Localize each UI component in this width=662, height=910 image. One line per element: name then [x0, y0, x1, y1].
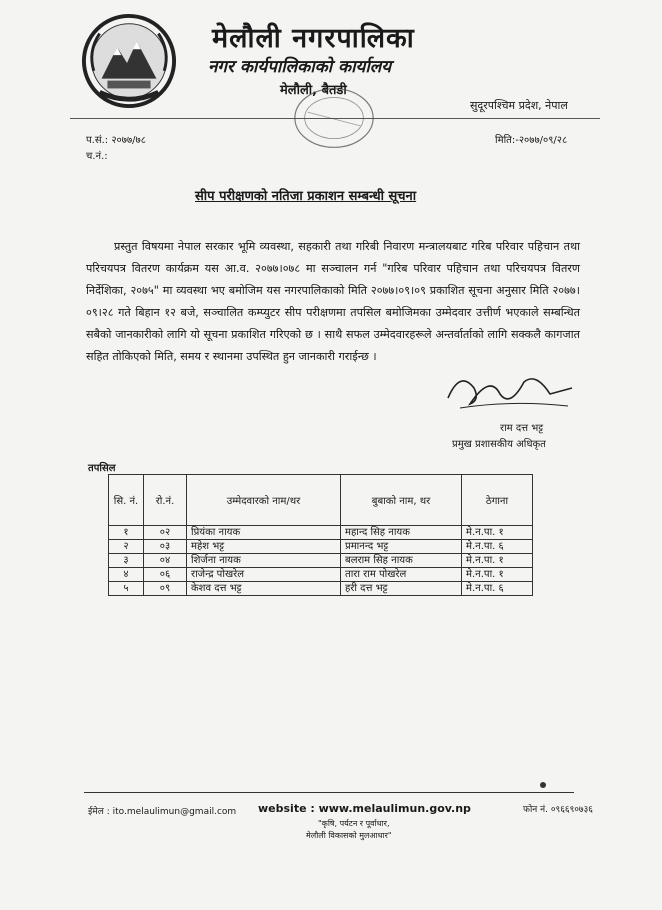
footer-phone: फोन नं. ०९६६९०७३६ [523, 805, 593, 815]
cell-candidate-name: राजेन्द्र पोखरेल [187, 568, 341, 582]
table-row [109, 568, 533, 582]
cell-father-name: महान्द सिह नायक [341, 526, 462, 540]
cell-address: मे.न.पा. १ [462, 554, 533, 568]
candidates-table [108, 474, 533, 596]
footer-divider [84, 792, 574, 793]
office-location: मेलौली, बैतडी [280, 83, 347, 98]
cell-address: मे.न.पा. ६ [462, 540, 533, 554]
notice-title: सीप परीक्षणको नतिजा प्रकाशन सम्बन्धी सूचना [195, 189, 417, 204]
table-row [109, 554, 533, 568]
cell-roll: ०६ [144, 568, 187, 582]
footer-website[interactable]: website : www.melaulimun.gov.np [258, 802, 471, 815]
cell-serial: १ [109, 526, 144, 540]
signatory-name: राम दत्त भट्ट [500, 423, 544, 434]
header-candidate-name: उम्मेदवारको नाम/थर [187, 475, 341, 526]
annex-label: तपसिल [88, 463, 116, 474]
cell-serial: २ [109, 540, 144, 554]
header-address: ठेगाना [462, 475, 533, 526]
cell-father-name: तारा राम पोखरेल [341, 568, 462, 582]
notice-body: प्रस्तुत विषयमा नेपाल सरकार भूमि व्यवस्था, सहकारी तथा गरिबी निवारण मन्त्रालयबाट गरिब परिवार पहिचान तथा परिचयपत्र वितरण कार्यक्रम यस आ.व. २०७७।०७८ मा सञ्चालन गर्न "गरिब परिवार पहिचान तथा परिचयपत्र वितरण निर्देशिका, २०७५" मा व्यवस्था भए बमोजिम यस नगरपालिकाको मिति २०७७।०९।०९ प्रकाशित सूचना अनुसार मिति २०७७।०९।२८ गते बिहान १२ बजे, सञ्चालित कम्प्युटर सीप परीक्षणमा तपसिल बमोजिमका उम्मेदवार उत्तीर्ण भएकाले सम्बन्धित सबैको जानकारीको लागि यो सूचना प्रकाशित गरिएको छ । साथै सफल उम्मेदवारहरूले अन्तर्वार्ताको लागि सक्कलै कागजात सहित तोकिएको मिति, समय र स्थानमा उपस्थित हुन जानकारी गराईन्छ । [86, 240, 580, 363]
footer-slogan-line2: मेलौली विकासको मुलआधार" [306, 831, 392, 840]
cell-address: मे.न.पा. ६ [462, 582, 533, 596]
office-subtitle: नगर कार्यपालिकाको कार्यालय [208, 57, 392, 77]
cell-father-name: हरी दत्त भट्ट [341, 582, 462, 596]
table-row [109, 540, 533, 554]
cell-roll: ०२ [144, 526, 187, 540]
header-father-name: बुबाको नाम, थर [341, 475, 462, 526]
cell-address: मे.न.पा. १ [462, 526, 533, 540]
cell-candidate-name: महेश भट्ट [187, 540, 341, 554]
reference-number: प.सं.: २०७७/७८ [86, 135, 146, 146]
cell-father-name: बलराम सिह नायक [341, 554, 462, 568]
table-header-row [109, 475, 533, 526]
nepal-emblem-icon [80, 12, 178, 110]
cell-serial: ४ [109, 568, 144, 582]
cell-candidate-name: शिर्जना नायक [187, 554, 341, 568]
cell-address: मे.न.पा. १ [462, 568, 533, 582]
signatory-title: प्रमुख प्रशासकीय अधिकृत [452, 439, 546, 450]
province-label: सुदूरपश्चिम प्रदेश, नेपाल [470, 99, 568, 112]
table-row [109, 582, 533, 596]
cell-roll: ०४ [144, 554, 187, 568]
cell-candidate-name: केशव दत्त भट्ट [187, 582, 341, 596]
footer-slogan-line1: "कृषि, पर्यटन र पूर्वाधार, [318, 819, 390, 828]
cell-serial: ५ [109, 582, 144, 596]
header-roll: रो.नं. [144, 475, 187, 526]
signature-mark [440, 364, 580, 416]
dispatch-number: च.नं.: [86, 151, 108, 162]
header-serial: सि. नं. [109, 475, 144, 526]
issue-date: मिति:-२०७७/०९/२८ [495, 135, 568, 146]
table-row [109, 526, 533, 540]
footer-email[interactable]: ईमेल : ito.melaulimun@gmail.com [88, 807, 237, 817]
cell-roll: ०९ [144, 582, 187, 596]
footer-dot [540, 782, 546, 788]
cell-father-name: प्रमानन्द भट्ट [341, 540, 462, 554]
cell-roll: ०३ [144, 540, 187, 554]
office-name: मेलौली नगरपालिका [212, 23, 415, 54]
cell-serial: ३ [109, 554, 144, 568]
cell-candidate-name: प्रियंका नायक [187, 526, 341, 540]
office-seal-icon [290, 82, 378, 154]
